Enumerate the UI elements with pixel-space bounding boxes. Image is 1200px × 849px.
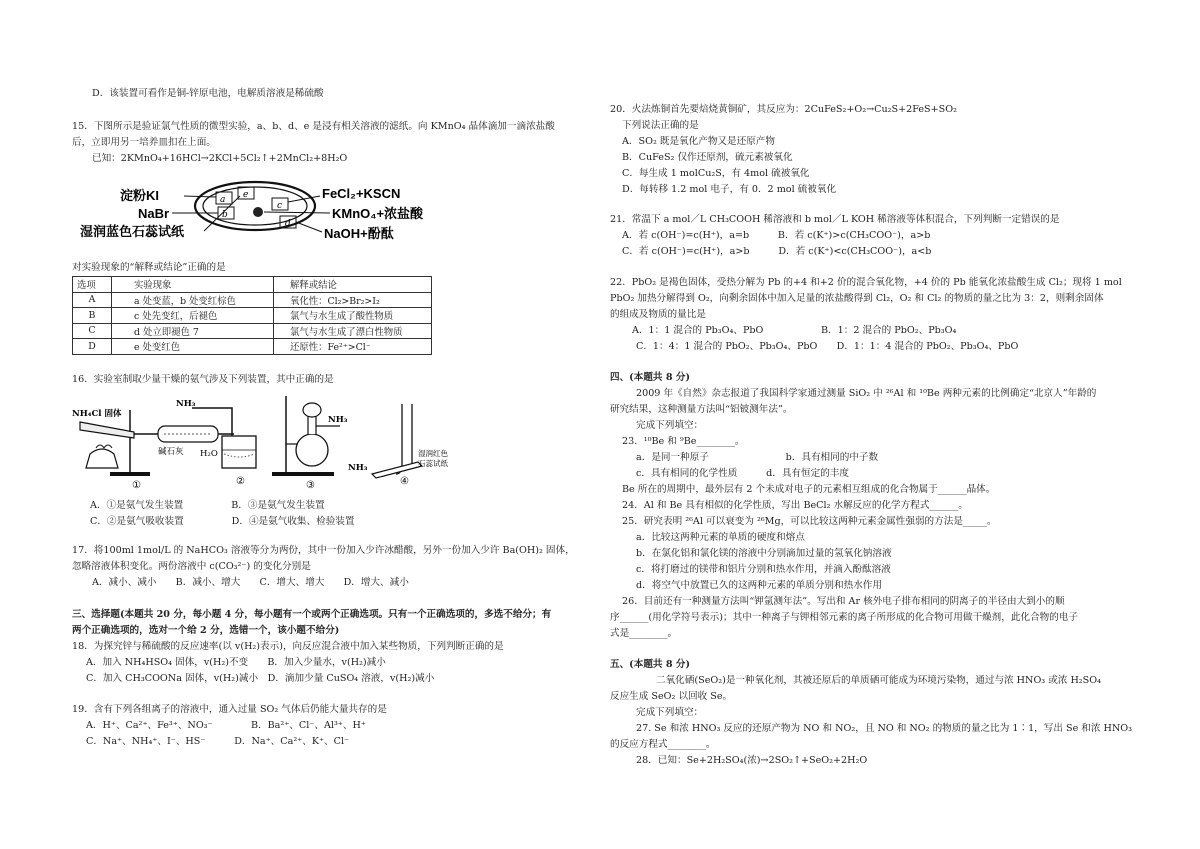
label-a: a	[220, 195, 226, 205]
sec4-intro: 2009 年《自然》杂志报道了我国科学家通过测量 SiO₂ 中 ²⁶Al 和 ¹⁰Be 两种元素的比例确定“北京人”年龄的	[636, 388, 1097, 399]
q28-stem: 28．已知：Se+2H₂SO₄(浓)→2SO₂↑+SeO₂+2H₂O	[636, 755, 868, 766]
q17-options: A．减小、减小 B．减小、增大 C．增大、增大 D．增大、减小	[92, 577, 409, 588]
q15-petri-dish-figure	[72, 168, 432, 248]
q22-stem-2: PbO₂ 加热分解得到 O₂，向剩余固体中加入足量的浓盐酸得到 Cl₂，O₂ 和 Cl₂ 的物质的量之比为 3：2，则剩余固体	[610, 293, 1104, 304]
q20-stem: 20．火法炼铜首先要焙烧黄铜矿，其反应为：2CuFeS₂+O₂→Cu₂S+2FeS+SO₂	[610, 104, 957, 115]
label-nh3-c: NH₃	[348, 463, 368, 473]
q25-option-c: c．将打磨过的镁带和铝片分别和热水作用，并滴入酚酞溶液	[636, 564, 891, 575]
label-litmus-paper: 石蕊试纸	[418, 459, 448, 468]
sec4-intro-2: 研究结果，这种测量方法叫“铝铍测年法”。	[610, 404, 793, 415]
q25-option-a: a．比较这两种元素的单质的硬度和熔点	[636, 532, 805, 543]
q20-option-c: C．每生成 1 molCu₂S，有 4mol 硫被氧化	[622, 168, 810, 179]
table-cell: c 处先变红，后褪色	[112, 308, 274, 324]
table-cell: D	[73, 339, 112, 355]
q22-options-cd: C．1：4：1 混合的 PbO₂、Pb₃O₄、PbO D．1：1：4 混合的 PbO₂、Pb₃O₄、PbO	[636, 341, 1019, 352]
option-d-line: D．该装置可看作是铜-锌原电池，电解质溶液是稀硫酸	[92, 88, 324, 99]
q16-options-cd: C．②是氨气吸收装置 D．④是氨气收集、检验装置	[90, 516, 355, 527]
q23-options-ab: a．是同一种原子 b．具有相同的中子数	[636, 452, 879, 463]
table-cell: 氧化性：Cl₂>Br₂>I₂	[274, 292, 432, 308]
table-cell: B	[73, 308, 112, 324]
label-e: e	[243, 190, 249, 200]
q20-prompt: 下列说法正确的是	[622, 120, 699, 131]
q19-options-cd: C．Na⁺、NH₄⁺、I⁻、HS⁻ D．Na⁺、Ca²⁺、K⁺、Cl⁻	[86, 736, 350, 747]
table-cell: C	[73, 323, 112, 339]
q17-stem-2: 忽略溶液体积变化。两份溶液中 c(CO₃²⁻) 的变化分别是	[72, 561, 311, 572]
q23-stem: 23．¹⁰Be 和 ⁹Be________。	[622, 436, 745, 447]
section-3-heading-2: 两个正确选项的，选对一个给 2 分，选错一个，该小题不给分)	[72, 625, 340, 636]
apparatus-4	[348, 404, 448, 478]
q16-stem: 16．实验室制取少量干燥的氨气涉及下列装置，其中正确的是	[72, 374, 334, 385]
label-nh3-a: NH₃	[176, 399, 196, 409]
q22-options-ab: A．1：1 混合的 Pb₃O₄、PbO B．1：2 混合的 PbO₂、Pb₃O₄	[632, 325, 957, 336]
table-header-cell: 实验现象	[112, 277, 274, 293]
label-n2: ②	[236, 476, 245, 487]
q21-options-cd: C．若 c(OH⁻)=c(H⁺)，a>b D．若 c(K⁺)<c(CH₃COO⁻)，a<b	[622, 246, 932, 257]
label-fecl2: FeCl₂+KSCN	[322, 186, 401, 201]
q18-options-ab: A．加入 NH₄HSO₄ 固体，v(H₂)不变 B．加入少量水，v(H₂)减小	[86, 657, 386, 668]
table-cell: a 处变蓝，b 处变红棕色	[112, 292, 274, 308]
q23-be-question: Be 所在的周期中，最外层有 2 个未成对电子的元素相互组成的化合物属于______晶体。	[622, 484, 996, 495]
q17-stem: 17．将100ml 1mol/L 的 NaHCO₃ 溶液等分为两份，其中一份加入少许冰醋酸，另外一份加入少许 Ba(OH)₂ 固体，	[72, 545, 575, 556]
q27-stem-2: 的反应方程式________。	[610, 739, 716, 750]
section-4-heading: 四、(本题共 8 分)	[610, 372, 690, 383]
table-row	[73, 308, 432, 324]
sec5-intro: 二氧化硒(SeO₂)是一种氧化剂，其被还原后的单质硒可能成为环境污染物，通过与浓 HNO₃ 或浓 H₂SO₄	[656, 675, 1101, 686]
label-nabr: NaBr	[138, 206, 170, 221]
label-kmno4: KMnO₄+浓盐酸	[332, 206, 424, 221]
label-starch-ki: 淀粉KI	[120, 188, 160, 203]
q26-stem: 26．目前还有一种测量方法叫“钾氩测年法”。写出和 Ar 核外电子排布相同的阴离子的半径由大到小的顺	[622, 596, 1065, 607]
table-cell: 氯气与水生成了漂白性物质	[274, 323, 432, 339]
label-lime: 碱石灰	[158, 447, 184, 457]
q21-stem: 21．常温下 a mol／L CH₃COOH 稀溶液和 b mol／L KOH 稀溶液等体积混合，下列判断一定错误的是	[610, 214, 1060, 225]
sec5-intro-2: 反应生成 SeO₂ 以回收 Se。	[610, 691, 733, 702]
leader-fecl2	[288, 196, 320, 202]
q20-option-b: B．CuFeS₂ 仅作还原剂，硫元素被氧化	[622, 152, 793, 163]
q20-option-d: D．每转移 1.2 mol 电子，有 0．2 mol 硫被氧化	[622, 184, 837, 195]
q16-apparatus-figure	[72, 392, 448, 491]
table-cell: d 处立即褪色 7	[112, 323, 274, 339]
q23-options-cd: c．具有相同的化学性质 d．具有恒定的丰度	[636, 468, 849, 479]
table-row	[73, 339, 432, 355]
q15-prompt: 对实验现象的“解释或结论”正确的是	[72, 262, 226, 273]
label-c: c	[277, 201, 283, 211]
q27-stem: 27. Se 和浓 HNO₃ 反应的还原产物为 NO 和 NO₂，且 NO 和 NO₂ 的物质的量之比为 1∶1，写出 Se 和浓 HNO₃	[636, 723, 1133, 734]
q18-options-cd: C．加入 CH₃COONa 固体，v(H₂)减小 D．滴加少量 CuSO₄ 溶液，v(H₂)减小	[86, 673, 435, 684]
label-d: d	[285, 219, 291, 229]
q21-options-ab: A．若 c(OH⁻)=c(H⁺)，a=b B．若 c(K⁺)>c(CH₃COO⁻)，a>b	[622, 230, 931, 241]
q15-table	[72, 276, 432, 355]
table-header-cell: 解释或结论	[274, 277, 432, 293]
q15-stem: 15．下图所示是验证氯气性质的微型实验，a、b、d、e 是浸有相关溶液的滤纸。向 KMnO₄ 晶体滴加一滴浓盐酸	[72, 121, 555, 132]
label-n4: ④	[400, 476, 409, 487]
label-naoh: NaOH+酚酞	[324, 226, 394, 241]
table-cell: 氯气与水生成了酸性物质	[274, 308, 432, 324]
leader-naoh	[296, 222, 322, 232]
table-row	[73, 292, 432, 308]
table-header-cell: 选项	[73, 277, 112, 293]
q26-stem-2: 序______(用化学符号表示)；其中一种离子与钾相邻元素的离子所形成的化合物可用做干燥剂，此化合物的电子	[610, 612, 1078, 623]
label-wet-litmus: 湿润蓝色石蕊试纸	[80, 224, 185, 239]
q18-stem: 18．为探究锌与稀硫酸的反应速率(以 v(H₂)表示)，向反应混合液中加入某些物质，下列判断正确的是	[72, 641, 504, 652]
q19-options-ab: A．H⁺、Ca²⁺、Fe³⁺、NO₃⁻ B．Ba²⁺、Cl⁻、Al³⁺、H⁺	[86, 720, 366, 731]
kmno4-crystal	[253, 207, 263, 217]
apparatus-1	[72, 408, 234, 476]
table-header-row	[73, 277, 432, 293]
label-b: b	[222, 210, 228, 220]
table-cell: A	[73, 292, 112, 308]
section-3-heading: 三、选择题(本题共 20 分，每小题 4 分，每小题有一个或两个正确选项。只有一个正确选项的，多选不给分；有	[72, 609, 552, 620]
table-cell: e 处变红色	[112, 339, 274, 355]
q20-option-a: A．SO₂ 既是氧化产物又是还原产物	[622, 136, 775, 147]
table-cell: 还原性：Fe²⁺>Cl⁻	[274, 339, 432, 355]
q25-option-d: d．将空气中放置已久的这两种元素的单质分别和热水作用	[636, 580, 882, 591]
apparatus-3	[272, 396, 348, 476]
table-row	[73, 323, 432, 339]
q19-stem: 19．含有下列各组离子的溶液中，通入过量 SO₂ 气体后仍能大量共存的是	[72, 704, 387, 715]
label-wet-red: 湿润红色	[418, 449, 448, 458]
section-5-heading: 五、(本题共 8 分)	[610, 659, 690, 670]
label-h2o: H₂O	[200, 449, 218, 459]
label-n3: ③	[306, 480, 315, 491]
q16-options-ab: A．①是氨气发生装置 B．③是氨气发生装置	[90, 500, 325, 511]
q24-stem: 24．Al 和 Be 具有相似的化学性质，写出 BeCl₂ 水解反应的化学方程式______。	[622, 500, 968, 511]
sec4-fill-prompt: 完成下列填空：	[636, 420, 704, 431]
label-n1: ①	[132, 480, 141, 491]
q22-stem: 22．PbO₂ 是褐色固体，受热分解为 Pb 的+4 和+2 价的混合氧化物，+4 价的 Pb 能氧化浓盐酸生成 Cl₂；现将 1 mol	[610, 277, 1122, 288]
q25-option-b: b．在氯化铝和氯化镁的溶液中分别滴加过量的氢氧化钠溶液	[636, 548, 892, 559]
sec5-fill-prompt: 完成下列填空：	[636, 707, 704, 718]
q25-stem: 25．研究表明 ²⁶Al 可以衰变为 ²⁶Mg，可以比较这两种元素金属性强弱的方法是_____。	[622, 516, 997, 527]
q15-stem-2: 后，立即用另一培养皿扣在上面。	[72, 137, 216, 148]
q15-equation: 已知：2KMnO₄+16HCl→2KCl+5Cl₂↑+2MnCl₂+8H₂O	[92, 153, 348, 164]
leader-kmno4	[264, 212, 330, 213]
q26-stem-3: 式是________。	[610, 628, 678, 639]
q22-stem-3: 的组成及物质的量比是	[610, 309, 706, 320]
label-nh4cl: NH₄Cl 固体	[72, 409, 122, 419]
label-nh3-b: NH₃	[328, 415, 348, 425]
